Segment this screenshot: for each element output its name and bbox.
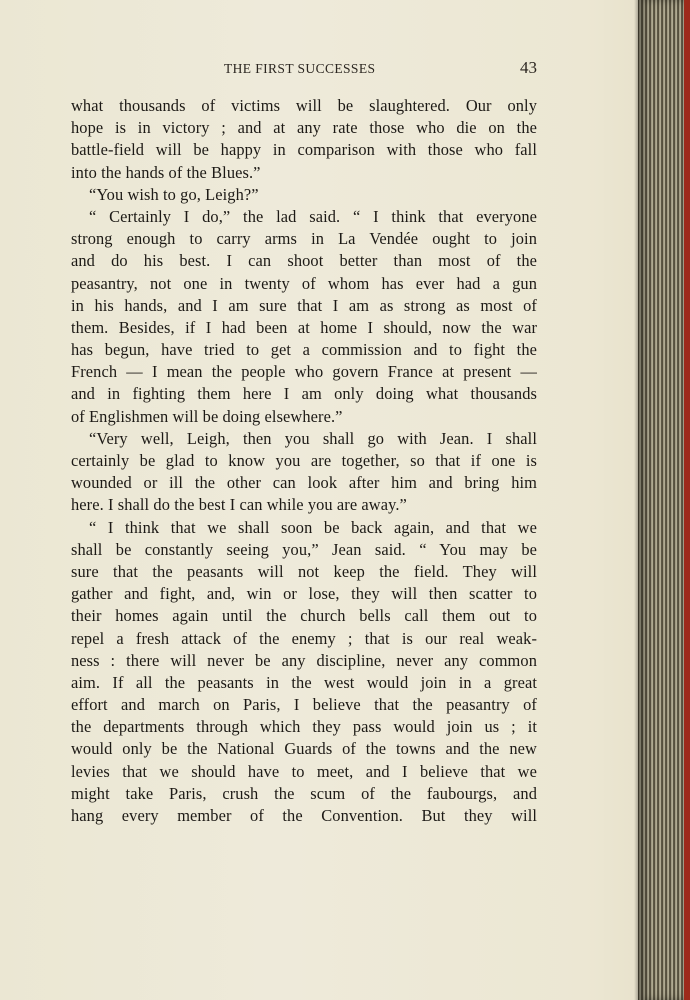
- text-line: hope is in victory ; and at any rate those who die on the: [71, 118, 537, 138]
- text-line: in his hands, and I am sure that I am as strong as most of: [71, 295, 537, 315]
- text-line: shall be constantly seeing you,” Jean said. “ You may be: [71, 539, 537, 559]
- body-text: [71, 95, 537, 827]
- text-line: would only be the National Guards of the towns and the new: [71, 739, 537, 759]
- text-line: what thousands of victims will be slaughtered. Our only: [71, 96, 537, 115]
- text-line: levies that we should have to meet, and I believe that we: [71, 761, 537, 781]
- text-line: peasantry, not one in twenty of whom has ever had a gun: [71, 273, 537, 293]
- text-line: and in fighting them here I am only doing what thousands: [71, 384, 537, 404]
- page-fore-edge: [638, 0, 690, 1000]
- text-line: their homes again until the church bells call them out to: [71, 606, 537, 626]
- text-line: French — I mean the people who govern France at present —: [71, 362, 537, 382]
- text-line: wounded or ill the other can look after him and bring him: [71, 473, 537, 493]
- text-line: into the hands of the Blues.”: [71, 162, 261, 182]
- text-line: strong enough to carry arms in La Vendée ought to join: [71, 229, 537, 249]
- text-line: has begun, have tried to get a commission and to fight the: [71, 340, 537, 360]
- text-line: “Very well, Leigh, then you shall go with Jean. I shall: [89, 428, 537, 448]
- text-line: certainly be glad to know you are together, so that if one is: [71, 451, 537, 470]
- text-line: ness : there will never be any discipline, never any common: [71, 650, 537, 670]
- text-line: aim. If all the peasants in the west would join in a great: [71, 672, 537, 692]
- text-line: and do his best. I can shoot better than most of the: [71, 251, 537, 271]
- text-line: battle-field will be happy in comparison with those who fall: [71, 140, 537, 160]
- text-line: here. I shall do the best I can while you are away.”: [71, 495, 407, 515]
- text-line: of Englishmen will be doing elsewhere.”: [71, 406, 343, 426]
- running-title: THE FIRST SUCCESSES: [224, 61, 376, 76]
- text-line: them. Besides, if I had been at home I should, now the war: [71, 317, 537, 337]
- text-line: hang every member of the Convention. But they will: [71, 806, 537, 825]
- text-line: “You wish to go, Leigh?”: [89, 184, 259, 204]
- text-line: gather and fight, and, win or lose, they will then scatter to: [71, 584, 537, 604]
- text-line: repel a fresh attack of the enemy ; that is our real weak-: [71, 628, 537, 648]
- text-line: might take Paris, crush the scum of the faubourgs, and: [71, 783, 537, 803]
- text-line: effort and march on Paris, I believe that the peasantry of: [71, 695, 537, 715]
- text-line: sure that the peasants will not keep the field. They will: [71, 561, 537, 581]
- text-line: “ I think that we shall soon be back again, and that we: [89, 517, 537, 537]
- page-number: 43: [520, 58, 537, 77]
- text-line: the departments through which they pass would join us ; it: [71, 717, 537, 737]
- text-line: “ Certainly I do,” the lad said. “ I think that everyone: [89, 206, 537, 226]
- page-header: [71, 58, 537, 81]
